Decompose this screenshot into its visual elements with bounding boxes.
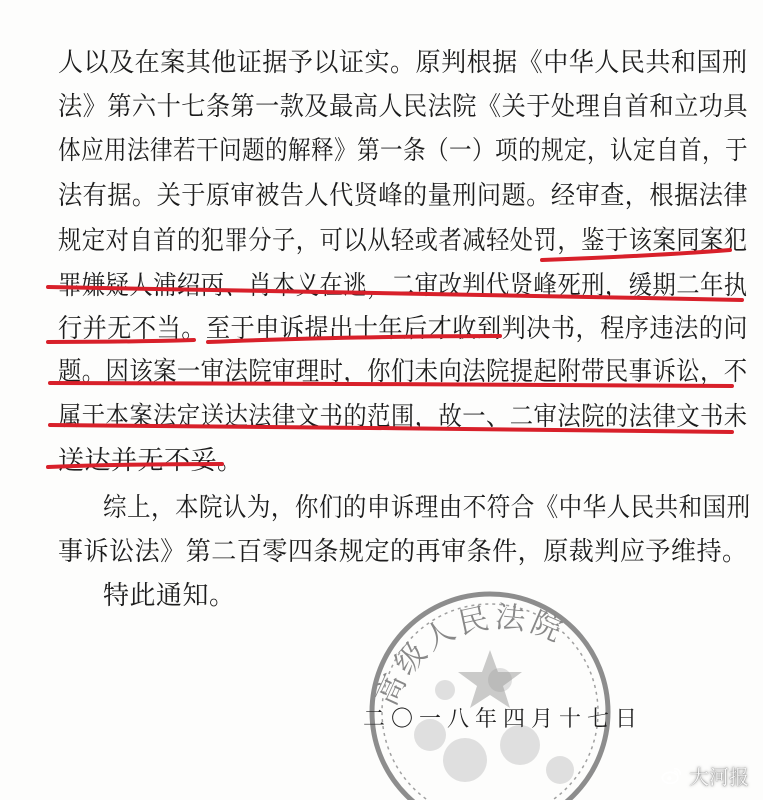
seal-text: 高级人民法院 — [369, 599, 571, 711]
source-watermark — [661, 761, 749, 790]
svg-text:高级人民法院 — [369, 600, 570, 711]
highlighted-text-segment: 属于本案法定送达法律文书的范围，故一、二审法院的法律文书未 — [58, 402, 748, 432]
highlighted-text-segment: 鉴于该案同案犯 — [581, 226, 748, 256]
paragraph2-line-1 — [103, 493, 751, 523]
text-segment: 法》第六十七条第一款及最高人民法院《关于处理自首和立功具 — [58, 92, 749, 122]
paragraph1-line-8 — [58, 357, 748, 387]
paragraph1-line-1 — [58, 48, 748, 78]
paragraph1-line-6 — [58, 271, 748, 301]
paragraph2-line-2 — [58, 537, 748, 567]
highlighted-text-segment: 罪嫌疑人浦绍丙、肖本义在逃，二审改判代贤峰死刑，缓期二年执 — [58, 271, 748, 301]
highlighted-text-segment: 行并无不当。 — [58, 314, 206, 344]
text-segment: 综上，本院认为，你们的申诉理由不符合《中华人民共和国刑 — [103, 493, 751, 523]
watermark-text: 大河报 — [689, 765, 749, 789]
text-segment: 体应用法律若干问题的解释》第一条（一）项的规定，认定自首，于 — [58, 136, 749, 166]
paragraph1-line-10 — [58, 446, 244, 476]
highlighted-text-segment: 送达并无不妥。 — [58, 446, 244, 476]
paragraph1-line-7 — [58, 314, 748, 344]
closing-text — [103, 581, 236, 611]
paragraph1-line-5 — [58, 226, 748, 256]
court-seal — [369, 594, 608, 800]
text-segment: 规定对自首的犯罪分子，可以从轻或者减轻处罚， — [58, 226, 582, 256]
paragraph1-line-9 — [58, 402, 748, 432]
text-segment: 至于申诉提出十年后才收到判决书，程序违法的问 — [205, 314, 749, 344]
paragraph1-line-4 — [58, 181, 748, 211]
text-segment: 法有据。关于原审被告人代贤峰的量刑问题。经审查，根据法律 — [58, 181, 749, 211]
highlighted-text-segment: 题。因该案一审法院审理时，你们未向法院提起附带民事诉讼，不 — [58, 357, 748, 387]
paragraph1-line-3 — [58, 136, 748, 166]
text-segment: 特此通知。 — [103, 581, 236, 611]
paragraph1-line-2 — [58, 92, 748, 122]
text-segment: 事诉讼法》第二百零四条规定的再审条件，原裁判应予维持。 — [58, 537, 748, 567]
weibo-icon — [661, 765, 683, 787]
document-date: 二〇一八年四月十七日 — [363, 707, 644, 732]
text-segment: 人以及在案其他证据予以证实。原判根据《中华人民共和国刑 — [58, 48, 748, 78]
